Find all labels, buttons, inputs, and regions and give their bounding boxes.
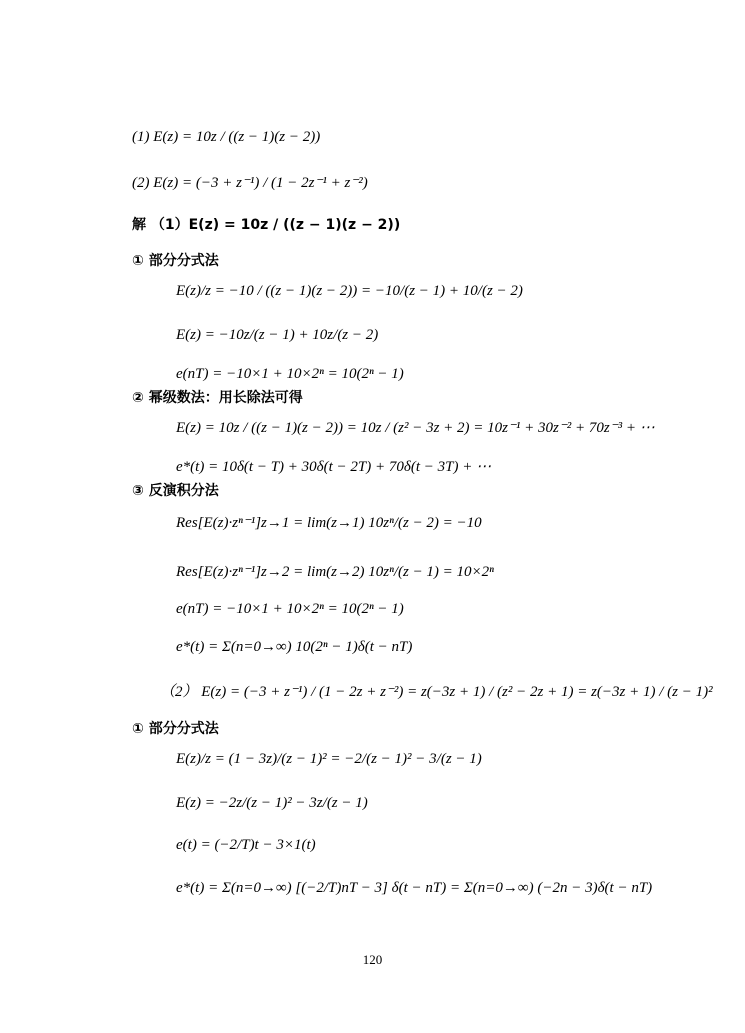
method-power-series-heading: ② 幂级数法：用长除法可得 [132,390,303,406]
equation-e-star-series: e*(t) = 10δ(t − T) + 30δ(t − 2T) + 70δ(t − 3T) + ⋯ [176,459,492,475]
equation-ez-over-z-2: E(z)/z = (1 − 3z)/(z − 1)² = −2/(z − 1)² − 3/(z − 1) [176,751,482,767]
equation-ez-expanded-2: E(z) = −2z/(z − 1)² − 3z/(z − 1) [176,795,368,811]
equation-long-division: E(z) = 10z / ((z − 1)(z − 2)) = 10z / (z² − 3z + 2) = 10z⁻¹ + 30z⁻² + 70z⁻³ + ⋯ [176,420,655,436]
solution-2-equation: （2） E(z) = (−3 + z⁻¹) / (1 − 2z + z⁻²) = z(−3z + 1) / (z² − 2z + 1) = z(−3z + 1) / (z − 1)² [160,684,713,700]
method-partial-fraction-heading: ① 部分分式法 [132,253,219,269]
method-inverse-integral-heading: ③ 反演积分法 [132,483,219,499]
method-partial-fraction-heading-2: ① 部分分式法 [132,721,219,737]
equation-residue-z1: Res[E(z)·zⁿ⁻¹]z→1 = lim(z→1) 10zⁿ/(z − 2) = −10 [176,515,482,531]
problem-1-equation: (1) E(z) = 10z / ((z − 1)(z − 2)) [132,129,321,145]
page-number: 120 [362,952,383,967]
equation-e-star-sum: e*(t) = Σ(n=0→∞) 10(2ⁿ − 1)δ(t − nT) [176,639,413,655]
equation-e-t: e(t) = (−2/T)t − 3×1(t) [176,837,316,853]
solution-1-heading: 解 （1）E(z) = 10z / ((z − 1)(z − 2)) [132,217,401,233]
equation-e-nT: e(nT) = −10×1 + 10×2ⁿ = 10(2ⁿ − 1) [176,366,404,382]
equation-ez-over-z: E(z)/z = −10 / ((z − 1)(z − 2)) = −10/(z − 1) + 10/(z − 2) [176,283,523,299]
equation-e-nT-inverse: e(nT) = −10×1 + 10×2ⁿ = 10(2ⁿ − 1) [176,601,404,617]
equation-e-star-final: e*(t) = Σ(n=0→∞) [(−2/T)nT − 3] δ(t − nT) = Σ(n=0→∞) (−2n − 3)δ(t − nT) [176,880,653,896]
equation-ez-expanded: E(z) = −10z/(z − 1) + 10z/(z − 2) [176,327,379,343]
equation-residue-z2: Res[E(z)·zⁿ⁻¹]z→2 = lim(z→2) 10zⁿ/(z − 1) = 10×2ⁿ [176,564,494,580]
problem-2-equation: (2) E(z) = (−3 + z⁻¹) / (1 − 2z⁻¹ + z⁻²) [132,175,368,191]
